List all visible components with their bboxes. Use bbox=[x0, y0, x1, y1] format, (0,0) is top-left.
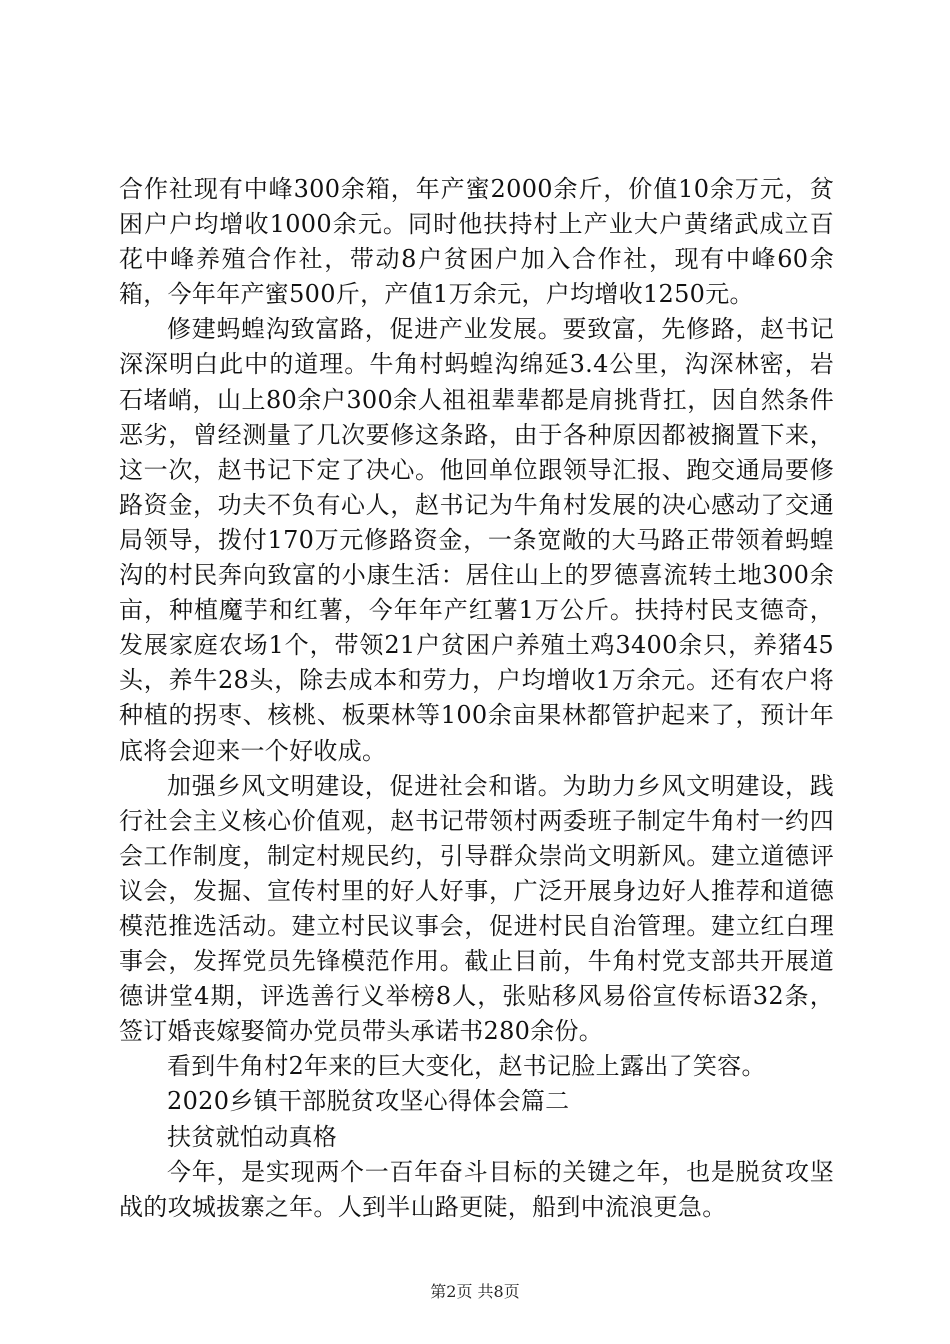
article-title: 扶贫就怕动真格 bbox=[167, 1122, 338, 1151]
page-number-label: 第2页 共8页 bbox=[430, 1282, 520, 1301]
paragraph-closing-remark: 看到牛角村2年来的巨大变化，赵书记脸上露出了笑容。 bbox=[167, 1052, 766, 1081]
paragraph-rural-civilization: 加强乡风文明建设，促进社会和谐。为助力乡风文明建设，践行社会主义核心价值观，赵书记带领村两委班子制定牛角村一约四会工作制度，制定村规民约，引导群众崇尚文明新风。建立道德评议会，发掘、宣传村里的好人好事，广泛开展身边好人推荐和道德模范推选活动。建立村民议事会，促进村民自治管理。建立红白理事会，发挥党员先锋模范作用。截止目前，牛角村党支部共开展道德讲堂4期，评选善行义举榜8人，张贴移风易俗宣传标语32条，签订婚丧嫁娶简办党员带头承诺书280余份。 bbox=[119, 771, 834, 1046]
paragraph-intro: 今年，是实现两个一百年奋斗目标的关键之年，也是脱贫攻坚战的攻城拔寨之年。人到半山路更陡，船到中流浪更急。 bbox=[119, 1157, 834, 1221]
paragraph-cooperative-honey: 合作社现有中峰300余箱，年产蜜2000余斤，价值10余万元，贫困户户均增收1000余元。同时他扶持村上产业大户黄绪武成立百花中峰养殖合作社，带动8户贫困户加入合作社，现有中峰60余箱，今年年产蜜500斤，产值1万余元，户均增收1250元。 bbox=[119, 175, 834, 309]
document-body bbox=[119, 172, 834, 1225]
section-heading: 2020乡镇干部脱贫攻坚心得体会篇二 bbox=[167, 1087, 570, 1116]
paragraph-road-building: 修建蚂蝗沟致富路，促进产业发展。要致富，先修路，赵书记深深明白此中的道理。牛角村蚂蝗沟绵延3.4公里，沟深林密，岩石堵峭，山上80余户300余人祖祖辈辈都是肩挑背扛，因自然条件恶劣，曾经测量了几次要修这条路，由于各种原因都被搁置下来，这一次，赵书记下定了决心。他回单位跟领导汇报、跑交通局要修路资金，功夫不负有心人，赵书记为牛角村发展的决心感动了交通局领导，拨付170万元修路资金，一条宽敞的大马路正带领着蚂蝗沟的村民奔向致富的小康生活：居住山上的罗德喜流转土地300余亩，种植魔芋和红薯，今年年产红薯1万公斤。扶持村民支德奇，发展家庭农场1个，带领21户贫困户养殖土鸡3400余只，养猪45头，养牛28头，除去成本和劳力，户均增收1万余元。还有农户将种植的拐枣、核桃、板栗林等100余亩果林都管护起来了，预计年底将会迎来一个好收成。 bbox=[119, 315, 834, 765]
page-footer bbox=[0, 1279, 950, 1302]
